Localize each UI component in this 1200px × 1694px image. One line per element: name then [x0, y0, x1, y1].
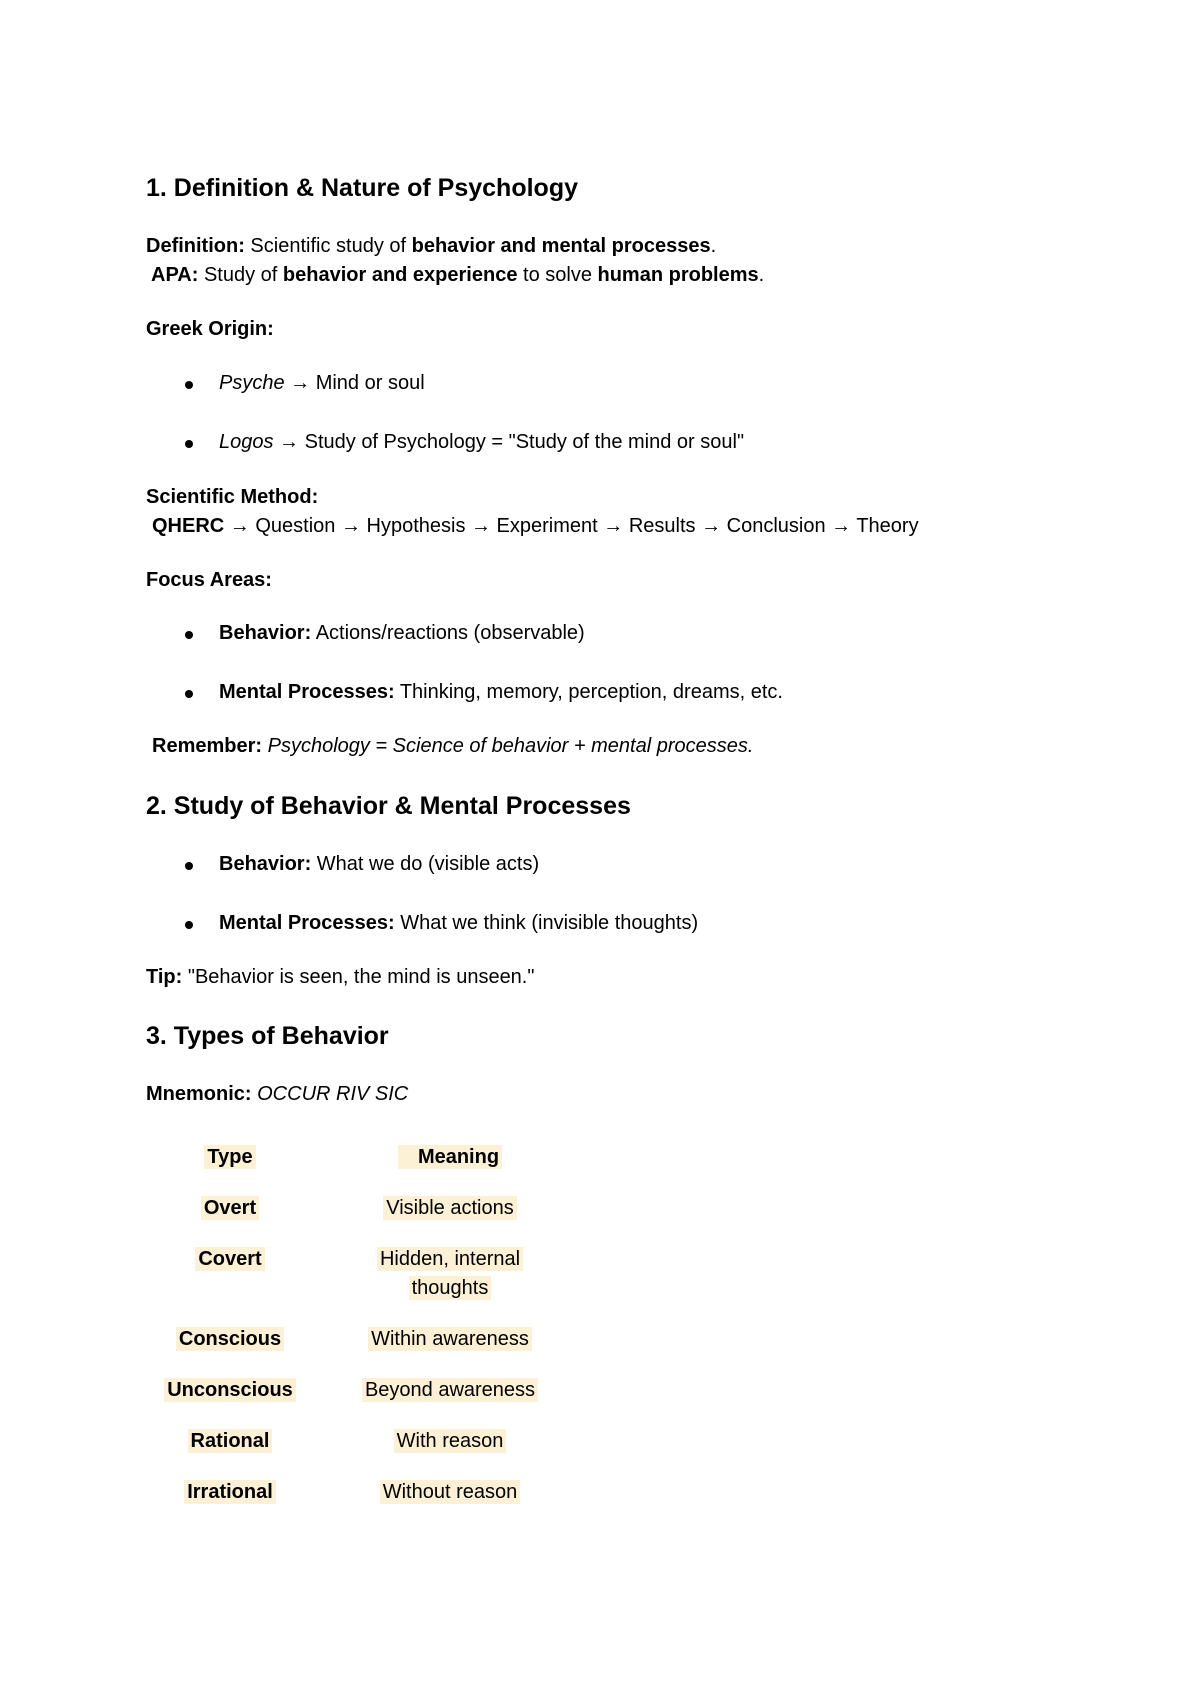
greek-origin-label: Greek Origin: [146, 318, 274, 340]
method-steps: → Question → Hypothesis → Experiment → Results → Conclusion → Theory [224, 515, 919, 537]
apa-end: . [758, 264, 765, 286]
definition-line [146, 235, 716, 258]
focus-item-text: Actions/reactions (observable) [311, 622, 585, 644]
focus-item-label: Behavior: [219, 622, 312, 644]
apa-line [151, 264, 764, 287]
focus-areas-label: Focus Areas: [146, 569, 272, 591]
section2-item-behavior [219, 853, 539, 876]
section2-item-label: Mental Processes: [219, 912, 395, 934]
bullet-icon [185, 690, 193, 698]
apa-bold-1: behavior and experience [282, 264, 518, 286]
greek-meaning: → Mind or soul [284, 372, 425, 394]
mnemonic-line [146, 1083, 408, 1106]
table-header-type: Type [150, 1143, 310, 1172]
scientific-method-label: Scientific Method: [146, 486, 319, 508]
tip-text: "Behavior is seen, the mind is unseen." [182, 966, 535, 988]
table-cell-meaning: Without reason [330, 1478, 570, 1507]
apa-label: APA: [151, 264, 199, 286]
table-cell-type: Irrational [150, 1478, 310, 1507]
tip-line [146, 966, 534, 989]
table-cell-type: Covert [150, 1245, 310, 1274]
definition-end: . [710, 235, 717, 257]
table-cell-type: Unconscious [150, 1376, 310, 1405]
table-cell-type: Overt [150, 1194, 310, 1223]
apa-text-2: to solve [517, 264, 598, 286]
table-cell-meaning: With reason [330, 1427, 570, 1456]
focus-item-text: Thinking, memory, perception, dreams, etc. [394, 681, 783, 703]
section2-item-label: Behavior: [219, 853, 312, 875]
bullet-icon [185, 631, 193, 639]
focus-item-behavior [219, 622, 585, 645]
bullet-icon [185, 921, 193, 929]
focus-item-mental [219, 681, 783, 704]
section-2-heading: 2. Study of Behavior & Mental Processes [146, 792, 631, 820]
bullet-icon [185, 381, 193, 389]
mnemonic-text: OCCUR RIV SIC [251, 1083, 409, 1105]
tip-label: Tip: [146, 966, 183, 988]
table-cell-meaning: Hidden, internal thoughts [330, 1245, 570, 1303]
greek-term: Logos [219, 431, 274, 453]
remember-line [152, 735, 753, 758]
table-cell-meaning: Beyond awareness [330, 1376, 570, 1405]
table-cell-meaning: Within awareness [330, 1325, 570, 1354]
greek-term: Psyche [219, 372, 285, 394]
remember-label: Remember: [152, 735, 263, 757]
table-header-meaning: Meaning [330, 1143, 570, 1172]
greek-meaning: → Study of Psychology = "Study of the mind or soul" [273, 431, 745, 453]
section2-item-text: What we think (invisible thoughts) [394, 912, 699, 934]
apa-bold-2: human problems [597, 264, 759, 286]
section2-item-mental [219, 912, 698, 935]
table-cell-meaning: Visible actions [330, 1194, 570, 1223]
remember-text: Psychology = Science of behavior + mental processes. [262, 735, 754, 757]
method-acronym: QHERC [152, 515, 225, 537]
bullet-icon [185, 440, 193, 448]
table-cell-type: Conscious [150, 1325, 310, 1354]
greek-item-logos [219, 431, 744, 454]
definition-bold: behavior and mental processes [411, 235, 711, 257]
focus-item-label: Mental Processes: [219, 681, 395, 703]
definition-label: Definition: [146, 235, 245, 257]
section-3-heading: 3. Types of Behavior [146, 1022, 389, 1050]
mnemonic-label: Mnemonic: [146, 1083, 252, 1105]
apa-text-1: Study of [198, 264, 283, 286]
section2-item-text: What we do (visible acts) [311, 853, 540, 875]
definition-text: Scientific study of [244, 235, 412, 257]
table-cell-type: Rational [150, 1427, 310, 1456]
section-1-heading: 1. Definition & Nature of Psychology [146, 174, 578, 202]
scientific-method-steps [152, 515, 919, 538]
bullet-icon [185, 862, 193, 870]
greek-item-psyche [219, 372, 425, 395]
